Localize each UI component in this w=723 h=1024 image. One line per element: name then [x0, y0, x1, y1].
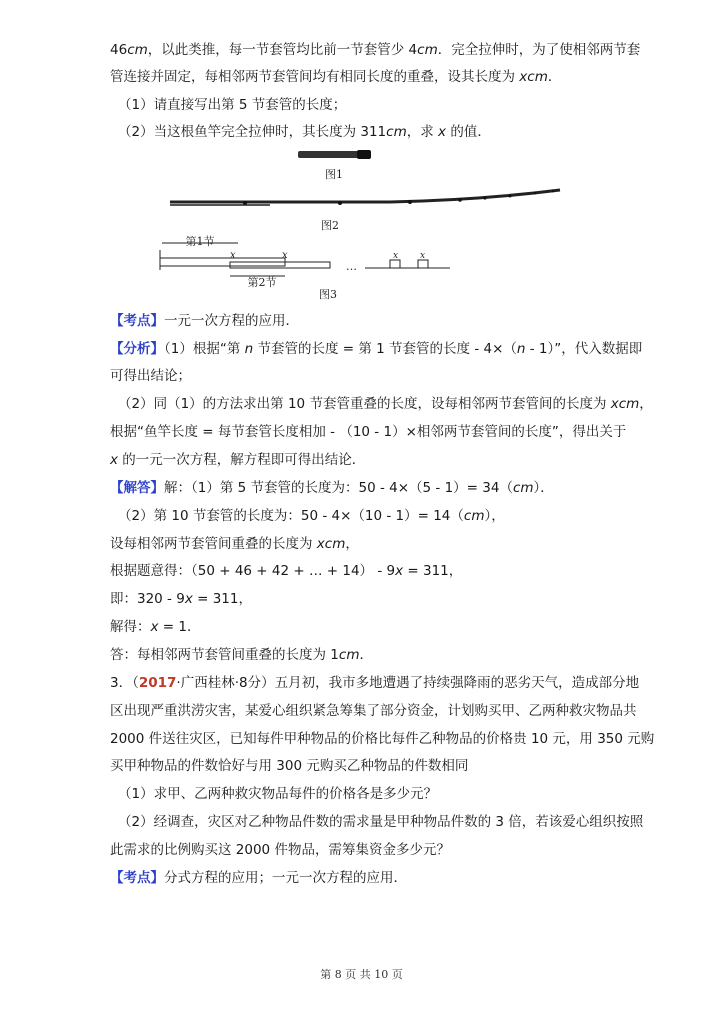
ellipsis: … [346, 260, 357, 273]
text-line: 区出现严重洪涝灾害，某爱心组织紧急筹集了部分资金，计划购买甲、乙两种救灾物品共 [110, 703, 637, 719]
fishing-rod-figure [150, 146, 570, 302]
text-line: （2）第 10 节套管的长度为：50 - 4×（10 - 1）= 14（cm）， [118, 508, 505, 524]
question-1: （1）请直接写出第 5 节套管的长度； [118, 97, 347, 113]
text-line: 设每相邻两节套管间重叠的长度为 xcm， [110, 536, 359, 552]
kaodian-line: 【考点】分式方程的应用；一元一次方程的应用． [110, 870, 407, 886]
figure-3-label: 图3 [319, 288, 337, 301]
section-1-label: 第1节 [185, 235, 215, 248]
figure-2-label: 图2 [321, 219, 339, 232]
text-line: （2）同（1）的方法求出第 10 节套管重叠的长度，设每相邻两节套管间的长度为 xcm， [118, 396, 653, 412]
text-line: 2000 件送往灾区，已知每件甲种物品的价格比每件乙种物品的价格贵 10 元，用 350 元购 [110, 731, 655, 747]
text-line: 即：320 - 9x = 311， [110, 591, 252, 607]
text-line: 此需求的比例购买这 2000 件物品，需筹集资金多少元？ [110, 842, 450, 858]
text-line: 管连接并固定，每相邻两节套管间均有相同长度的重叠，设其长度为 xcm． [110, 69, 562, 85]
figure-1-label: 图1 [325, 168, 343, 181]
text-line: 根据“鱼竿长度 = 每节套管长度相加 - （10 - 1）×相邻两节套管间的长度”，得出关于 [110, 424, 627, 440]
overlap-x-label: x [282, 250, 288, 261]
svg-text:x: x [393, 251, 399, 261]
jieda-line: 【解答】解：（1）第 5 节套管的长度为：50 - 4×（5 - 1）= 34（cm）． [110, 480, 554, 496]
fenxi-line: 【分析】（1）根据“第 n 节套管的长度 = 第 1 节套管的长度 - 4×（n - 1）”，代入数据即 [110, 341, 643, 357]
text-line: 解得：x = 1． [110, 619, 201, 635]
problem-3-header: 3．（2017·广西桂林·8分）五月初，我市多地遭遇了持续强降雨的恶劣天气，造成部分地 [110, 675, 640, 691]
text-line: x 的一元一次方程，解方程即可得出结论． [110, 452, 366, 468]
text-line: 可得出结论； [110, 368, 191, 384]
text-line: 46cm，以此类推，每一节套管均比前一节套管少 4cm．完全拉伸时，为了使相邻两节套 [110, 42, 641, 58]
page-footer: 第 8 页 共 10 页 [320, 968, 403, 981]
svg-text:x: x [420, 251, 426, 261]
overlap-x-label: x [230, 250, 236, 261]
text-line: 根据题意得：（50 + 46 + 42 + … + 14） - 9x = 311， [110, 563, 463, 579]
question-1: （1）求甲、乙两种救灾物品每件的价格各是多少元？ [118, 786, 438, 802]
kaodian-line: 【考点】一元一次方程的应用． [110, 313, 299, 329]
question-2: （2）当这根鱼竿完全拉伸时，其长度为 311cm，求 x 的值． [118, 124, 491, 140]
text-line: 买甲种物品的件数恰好与用 300 元购买乙种物品的件数相同 [110, 758, 469, 774]
section-2-label: 第2节 [247, 276, 277, 289]
question-2: （2）经调查，灾区对乙种物品件数的需求量是甲种物品件数的 3 倍，若该爱心组织按照 [118, 814, 644, 830]
text-line: 答：每相邻两节套管间重叠的长度为 1cm． [110, 647, 373, 663]
